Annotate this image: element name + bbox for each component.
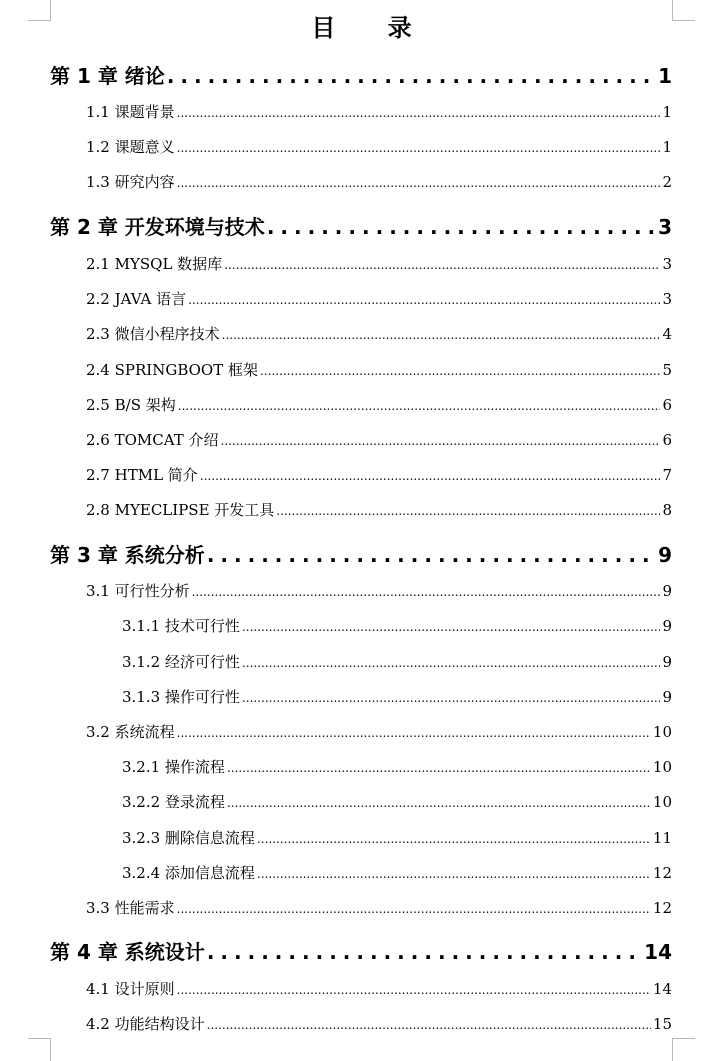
toc-entry-label: 2.3 微信小程序技术 [86,325,220,343]
toc-entry-label: 3.1.2 经济可行性 [122,653,240,671]
toc-dot-leader [177,106,661,120]
toc-section-entry[interactable] [122,615,672,636]
toc-page-number: 10 [652,758,672,776]
toc-section-entry[interactable] [122,686,672,707]
toc-chapter-entry[interactable] [50,539,672,568]
toc-entry-label: 2.1 MYSQL 数据库 [86,255,223,273]
toc-section-entry[interactable] [86,171,672,192]
toc-dot-leader [188,293,660,307]
toc-entry-label: 1.2 课题意义 [86,138,175,156]
toc-dot-leader [167,64,656,88]
toc-chapter-entry[interactable] [50,211,672,240]
crop-mark-bottom-right [672,1038,695,1061]
toc-page-number: 14 [652,980,672,998]
toc-dot-leader [276,504,660,518]
toc-dot-leader [242,620,661,634]
toc-page-number: 12 [652,899,672,917]
toc-section-entry[interactable] [86,253,672,274]
toc-entry-label: 4.1 设计原则 [86,980,175,998]
toc-entry-label: 第 3 章 系统分析 [50,543,205,567]
toc-entry-label: 3.1.1 技术可行性 [122,617,240,635]
toc-page-number: 9 [662,617,672,635]
toc-chapter-entry[interactable] [50,936,672,965]
toc-entry-label: 2.4 SPRINGBOOT 框架 [86,361,258,379]
toc-page-number: 3 [658,215,672,239]
toc-dot-leader [221,434,661,448]
crop-mark-bottom-left [28,1038,51,1061]
toc-dot-leader [178,399,661,413]
toc-dot-leader [257,832,651,846]
toc-dot-leader [242,656,661,670]
toc-entry-label: 1.3 研究内容 [86,173,175,191]
toc-dot-leader [267,215,656,239]
toc-section-entry[interactable] [122,651,672,672]
toc-section-entry[interactable] [122,862,672,883]
toc-entry-label: 3.2 系统流程 [86,723,175,741]
toc-dot-leader [242,691,661,705]
toc-page-number: 7 [662,466,672,484]
toc-section-entry[interactable] [86,499,672,520]
toc-dot-leader [177,902,651,916]
toc-entry-label: 第 2 章 开发环境与技术 [50,215,265,239]
toc-section-entry[interactable] [86,288,672,309]
toc-entry-label: 3.1 可行性分析 [86,582,190,600]
toc-section-entry[interactable] [86,101,672,122]
toc-dot-leader [227,761,651,775]
toc-page-number: 10 [652,723,672,741]
toc-section-entry[interactable] [122,791,672,812]
toc-page-number: 2 [662,173,672,191]
toc-page-number: 3 [662,255,672,273]
toc-entry-label: 3.2.4 添加信息流程 [122,864,255,882]
toc-page-number: 11 [652,829,672,847]
toc-section-entry[interactable] [122,827,672,848]
toc-dot-leader [177,983,651,997]
toc-entry-label: 4.2 功能结构设计 [86,1015,205,1033]
toc-section-entry[interactable] [122,756,672,777]
toc-entry-label: 第 4 章 系统设计 [50,940,205,964]
toc-page-number: 1 [658,64,672,88]
toc-chapter-entry[interactable] [50,60,672,89]
toc-entry-label: 2.7 HTML 简介 [86,466,198,484]
toc-entry-label: 2.5 B/S 架构 [86,396,176,414]
toc-dot-leader [222,328,661,342]
toc-dot-leader [177,176,661,190]
toc-entry-label: 2.2 JAVA 语言 [86,290,187,308]
toc-section-entry[interactable] [86,136,672,157]
toc-page-number: 9 [662,688,672,706]
toc-dot-leader [192,585,661,599]
toc-dot-leader [207,940,642,964]
toc-page-number: 9 [662,582,672,600]
toc-dot-leader [227,796,651,810]
toc-entry-label: 2.8 MYECLIPSE 开发工具 [86,501,275,519]
toc-dot-leader [207,1018,651,1032]
toc-page-number: 1 [662,138,672,156]
toc-dot-leader [260,364,660,378]
toc-page-number: 6 [662,431,672,449]
toc-dot-leader [207,543,656,567]
toc-page-number: 3 [662,290,672,308]
toc-entry-label: 第 1 章 绪论 [50,64,165,88]
toc-section-entry[interactable] [86,897,672,918]
toc-entry-label: 1.1 课题背景 [86,103,175,121]
toc-page-number: 10 [652,793,672,811]
toc-dot-leader [224,258,660,272]
toc-entry-label: 3.1.3 操作可行性 [122,688,240,706]
toc-entry-label: 3.3 性能需求 [86,899,175,917]
toc-title: 目 录 [311,14,434,42]
toc-page-number: 15 [652,1015,672,1033]
toc-section-entry[interactable] [86,721,672,742]
toc-dot-leader [200,469,661,483]
toc-section-entry[interactable] [86,580,672,601]
toc-section-entry[interactable] [86,978,672,999]
toc-entry-label: 3.2.2 登录流程 [122,793,225,811]
toc-section-entry[interactable] [86,429,672,450]
toc-page-number: 1 [662,103,672,121]
toc-section-entry[interactable] [86,464,672,485]
toc-page-number: 6 [662,396,672,414]
toc-entry-label: 3.2.3 删除信息流程 [122,829,255,847]
toc-section-entry[interactable] [86,359,672,380]
toc-page-number: 12 [652,864,672,882]
toc-page-number: 9 [658,543,672,567]
toc-entry-label: 2.6 TOMCAT 介绍 [86,431,219,449]
toc-page-number: 4 [662,325,672,343]
toc-section-entry[interactable] [86,394,672,415]
toc-section-entry[interactable] [86,1013,672,1034]
toc-section-entry[interactable] [86,323,672,344]
toc-entry-label: 3.2.1 操作流程 [122,758,225,776]
toc-dot-leader [257,867,651,881]
toc-dot-leader [177,141,661,155]
toc-page-number: 14 [644,940,672,964]
toc-page-number: 8 [662,501,672,519]
toc-page-number: 5 [662,361,672,379]
toc-dot-leader [177,726,651,740]
toc-page-number: 9 [662,653,672,671]
